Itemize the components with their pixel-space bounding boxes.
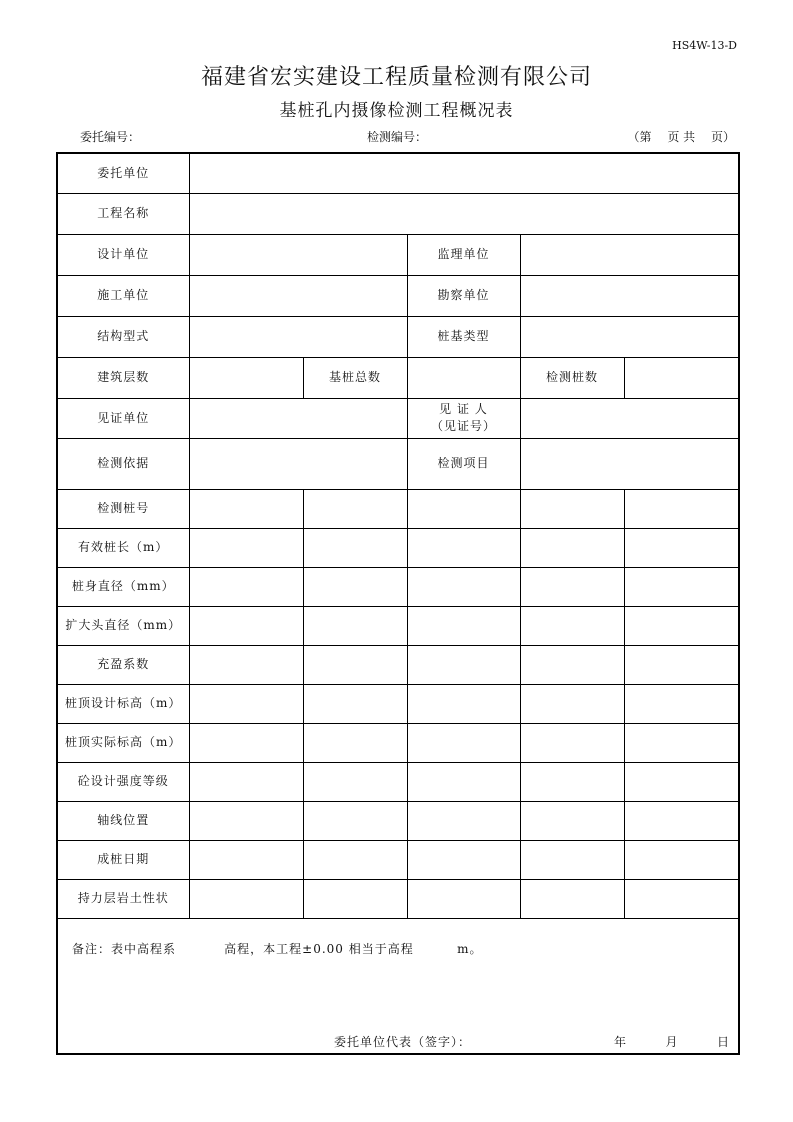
signature-label: 委托单位代表（签字）：: [334, 1034, 472, 1049]
label-tested-piles: 检测桩数: [520, 357, 624, 398]
label-structure: 结构型式: [57, 316, 189, 357]
witness-field[interactable]: [520, 398, 739, 438]
pile-cell[interactable]: [407, 567, 520, 606]
pile-row-label: 轴线位置: [57, 801, 189, 840]
label-witness-unit: 见证单位: [57, 398, 189, 438]
pile-cell[interactable]: [303, 684, 407, 723]
pile-cell[interactable]: [624, 606, 739, 645]
pile-row: [57, 645, 739, 684]
pile-cell[interactable]: [303, 489, 407, 528]
label-designer: 设计单位: [57, 234, 189, 275]
structure-field[interactable]: [189, 316, 407, 357]
constructor-field[interactable]: [189, 275, 407, 316]
pile-cell[interactable]: [624, 762, 739, 801]
pile-cell[interactable]: [303, 879, 407, 918]
pile-cell[interactable]: [520, 801, 624, 840]
pile-cell[interactable]: [407, 762, 520, 801]
pile-cell[interactable]: [303, 840, 407, 879]
pile-cell[interactable]: [520, 723, 624, 762]
pile-cell[interactable]: [520, 840, 624, 879]
pile-cell[interactable]: [624, 840, 739, 879]
pile-cell[interactable]: [189, 723, 303, 762]
label-basis: 检测依据: [57, 438, 189, 489]
project-field[interactable]: [189, 193, 739, 234]
pile-cell[interactable]: [303, 645, 407, 684]
pile-cell[interactable]: [624, 801, 739, 840]
label-surveyor: 勘察单位: [407, 275, 520, 316]
form-title: 基桩孔内摄像检测工程概况表: [279, 101, 514, 121]
pile-cell[interactable]: [189, 606, 303, 645]
witness-unit-field[interactable]: [189, 398, 407, 438]
pile-cell[interactable]: [189, 879, 303, 918]
pile-cell[interactable]: [520, 879, 624, 918]
pile-total-field[interactable]: [407, 357, 520, 398]
floors-field[interactable]: [189, 357, 303, 398]
pile-row-label: 有效桩长（m）: [57, 528, 189, 567]
label-supervisor: 监理单位: [407, 234, 520, 275]
label-witness: [407, 398, 520, 438]
pile-cell[interactable]: [624, 879, 739, 918]
pile-cell[interactable]: [303, 723, 407, 762]
pile-cell[interactable]: [520, 567, 624, 606]
tested-piles-field[interactable]: [624, 357, 739, 398]
company-name: 福建省宏实建设工程质量检测有限公司: [200, 65, 592, 90]
pile-cell[interactable]: [303, 567, 407, 606]
witness-line1: 见 证 人: [439, 402, 488, 417]
pile-row: [57, 840, 739, 879]
label-project: 工程名称: [57, 193, 189, 234]
pile-cell[interactable]: [520, 645, 624, 684]
pile-row-label: 桩身直径（mm）: [57, 567, 189, 606]
remark-cell: [57, 918, 739, 1054]
pile-cell[interactable]: [624, 723, 739, 762]
pile-row-label: 成桩日期: [57, 840, 189, 879]
remark-text: 备注：表中高程系 高程，本工程±0.00 相当于高程 m。: [72, 941, 483, 956]
items-field[interactable]: [520, 438, 739, 489]
date-label: 年 月 日: [613, 1034, 730, 1049]
pile-cell[interactable]: [407, 489, 520, 528]
pile-row-label: 检测桩号: [57, 489, 189, 528]
pile-row: [57, 684, 739, 723]
pile-cell[interactable]: [189, 528, 303, 567]
pile-row: [57, 723, 739, 762]
pile-cell[interactable]: [189, 684, 303, 723]
pile-cell[interactable]: [189, 567, 303, 606]
pile-cell[interactable]: [520, 606, 624, 645]
pile-row: [57, 762, 739, 801]
pile-row-label: 桩顶实际标高（m）: [57, 723, 189, 762]
pile-cell[interactable]: [520, 489, 624, 528]
pile-row-label: 桩顶设计标高（m）: [57, 684, 189, 723]
pile-cell[interactable]: [303, 606, 407, 645]
pile-cell[interactable]: [303, 528, 407, 567]
client-field[interactable]: [189, 153, 739, 193]
pile-cell[interactable]: [520, 684, 624, 723]
test-no-label: 检测编号：: [367, 130, 428, 144]
basis-field[interactable]: [189, 438, 407, 489]
witness-line2: （见证号）: [430, 419, 496, 433]
label-constructor: 施工单位: [57, 275, 189, 316]
pile-cell[interactable]: [624, 528, 739, 567]
pile-cell[interactable]: [189, 801, 303, 840]
pile-cell[interactable]: [624, 567, 739, 606]
pile-cell[interactable]: [407, 879, 520, 918]
label-items: 检测项目: [407, 438, 520, 489]
pile-row-label: 持力层岩土性状: [57, 879, 189, 918]
pile-cell[interactable]: [520, 762, 624, 801]
pile-row-label: 砼设计强度等级: [57, 762, 189, 801]
page-label: （第 页 共 页）: [627, 130, 735, 144]
pile-cell[interactable]: [624, 645, 739, 684]
pile-row-label: 扩大头直径（mm）: [57, 606, 189, 645]
designer-field[interactable]: [189, 234, 407, 275]
label-pile-type: 桩基类型: [407, 316, 520, 357]
pile-row: [57, 528, 739, 567]
label-pile-total: 基桩总数: [303, 357, 407, 398]
pile-type-field[interactable]: [520, 316, 739, 357]
pile-row: [57, 606, 739, 645]
pile-cell[interactable]: [407, 801, 520, 840]
pile-row: [57, 801, 739, 840]
pile-cell[interactable]: [189, 645, 303, 684]
supervisor-field[interactable]: [520, 234, 739, 275]
pile-cell[interactable]: [189, 489, 303, 528]
pile-cell[interactable]: [624, 684, 739, 723]
pile-cell[interactable]: [189, 840, 303, 879]
pile-cell[interactable]: [407, 840, 520, 879]
pile-cell[interactable]: [189, 762, 303, 801]
pile-cell[interactable]: [407, 528, 520, 567]
pile-row: [57, 879, 739, 918]
form-code: HS4W-13-D: [672, 39, 737, 52]
pile-cell[interactable]: [407, 606, 520, 645]
pile-cell[interactable]: [624, 489, 739, 528]
pile-cell[interactable]: [407, 645, 520, 684]
entrust-no-label: 委托编号：: [80, 130, 141, 144]
pile-cell[interactable]: [407, 723, 520, 762]
pile-row: [57, 489, 739, 528]
pile-row: [57, 567, 739, 606]
label-client: 委托单位: [57, 153, 189, 193]
pile-row-label: 充盈系数: [57, 645, 189, 684]
label-floors: 建筑层数: [57, 357, 189, 398]
pile-cell[interactable]: [520, 528, 624, 567]
pile-cell[interactable]: [303, 762, 407, 801]
surveyor-field[interactable]: [520, 275, 739, 316]
pile-cell[interactable]: [303, 801, 407, 840]
pile-cell[interactable]: [407, 684, 520, 723]
overview-table: [56, 152, 740, 1055]
